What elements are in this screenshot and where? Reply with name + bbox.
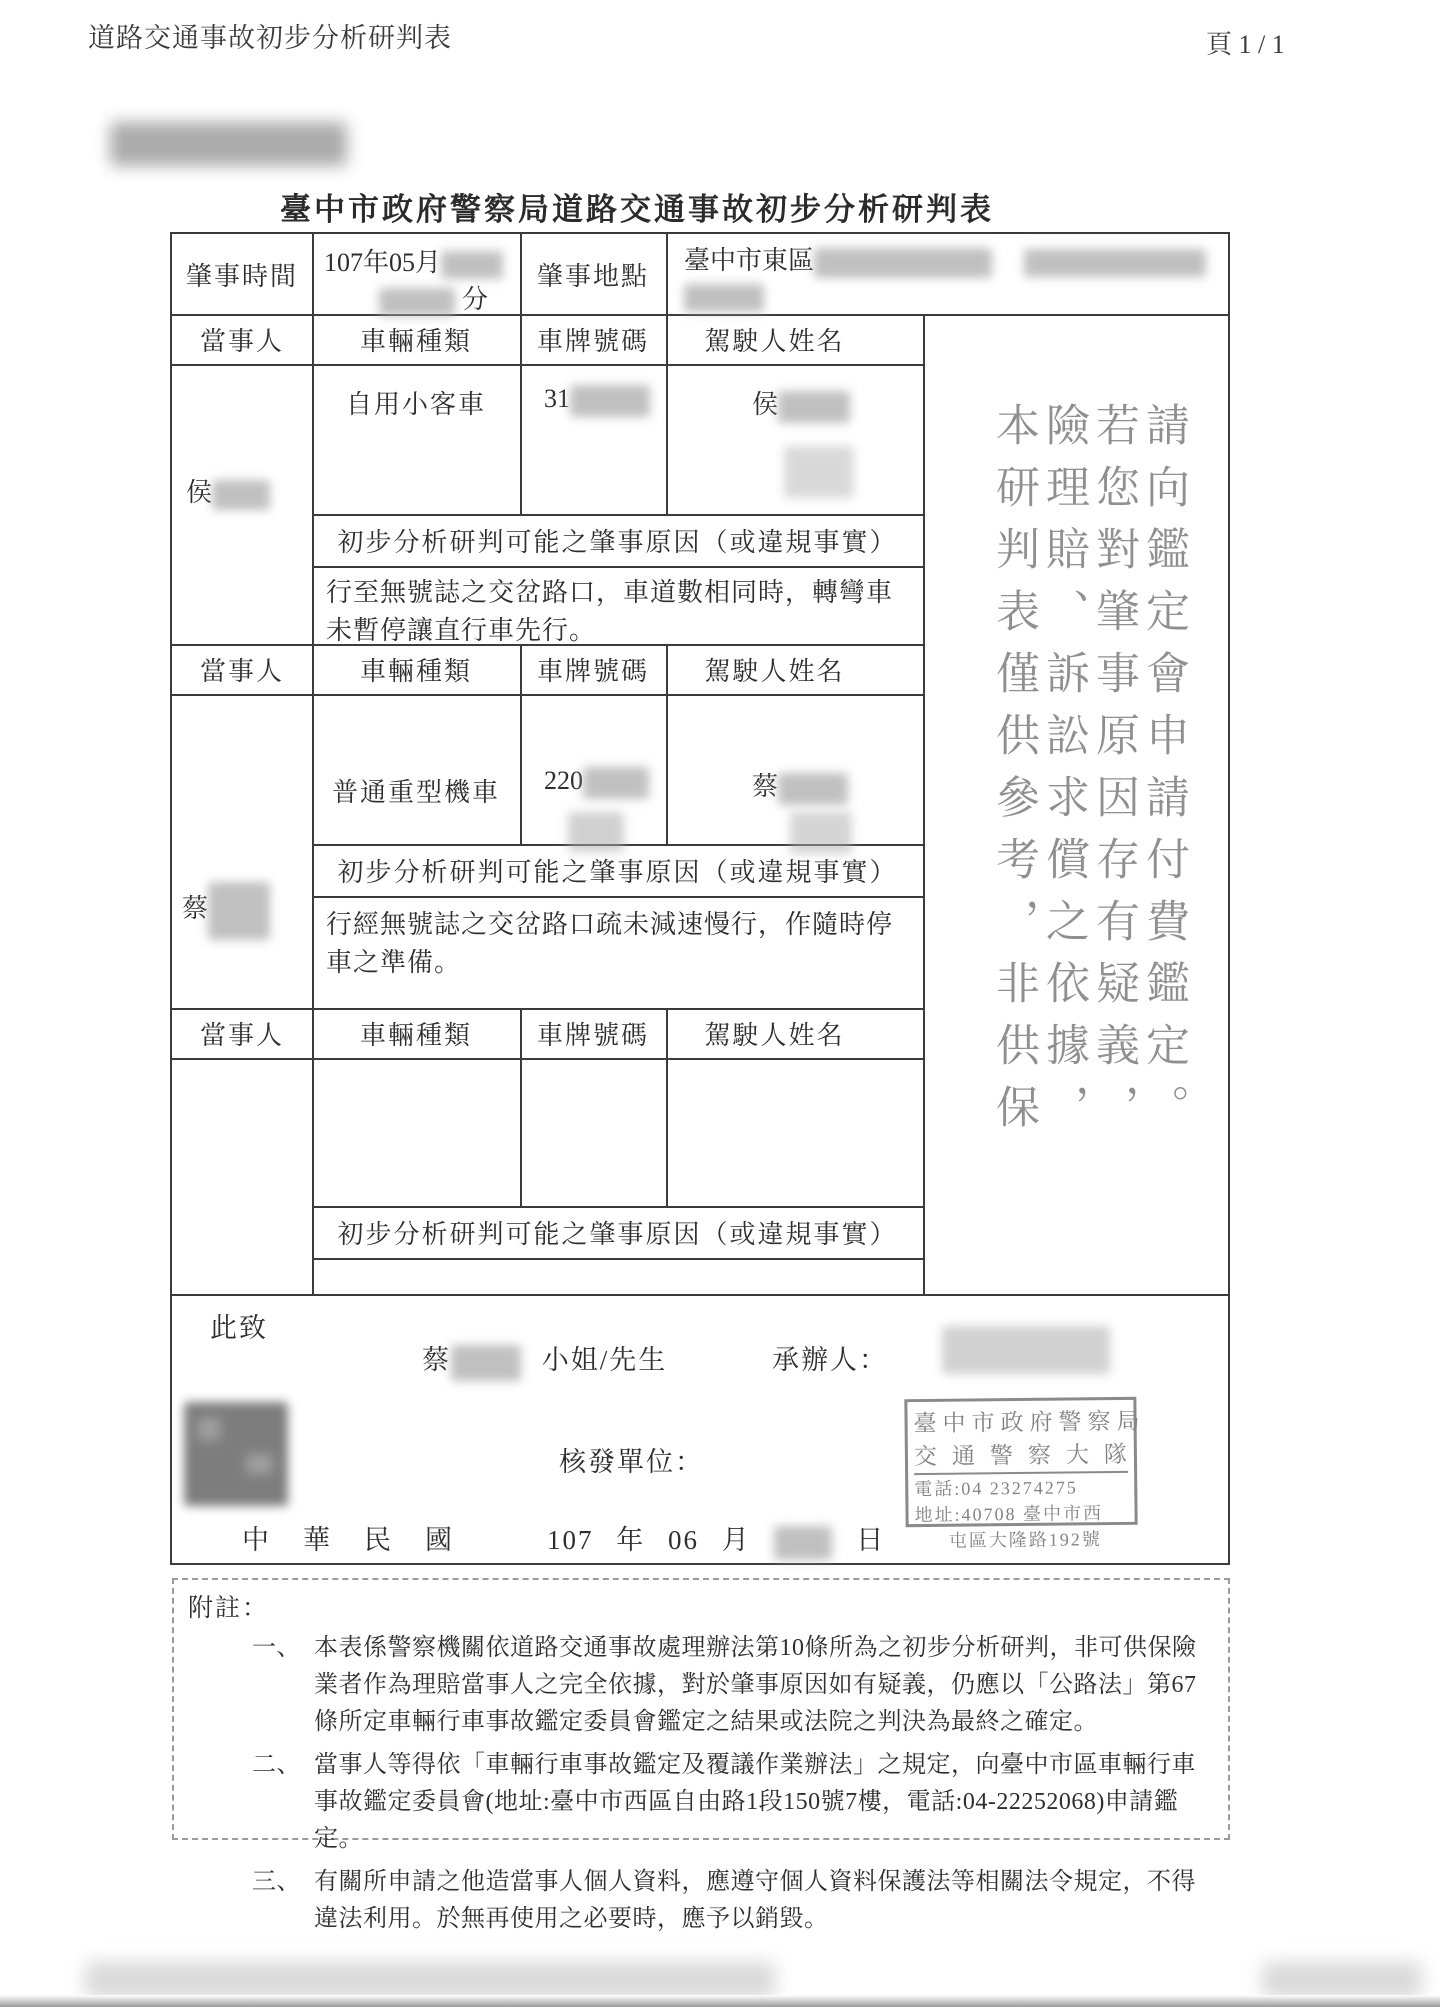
- party1-vehicle: 自用小客車: [345, 390, 486, 419]
- date-year: 107: [547, 1525, 594, 1555]
- party2-plate: [544, 766, 649, 799]
- party1-driver-text: 侯: [752, 390, 779, 419]
- plate-number-label-3: 車牌號碼: [536, 1020, 649, 1050]
- issuer-label: 核發單位：: [559, 1447, 704, 1477]
- note-item-3: [188, 1864, 1214, 1938]
- party1-plate-text: 31: [544, 384, 570, 413]
- vehicle-type-label-3: 車輛種類: [359, 1020, 472, 1050]
- advisory-column-3: 若您對肇事原因存有疑義，: [1089, 402, 1138, 1146]
- salutation: 此致: [210, 1313, 268, 1343]
- party2-plate-text: 220: [544, 766, 583, 795]
- redacted-handler-name: [942, 1326, 1110, 1374]
- party2-name-text: 蔡: [182, 893, 209, 923]
- party1-cause-text: 行至無號誌之交岔路口，車道數相同時，轉彎車未暫停讓直行車先行。: [326, 578, 894, 645]
- advisory-column-1: 本研判表僅供參考，非供保: [989, 402, 1038, 1146]
- table-line: [172, 694, 923, 696]
- recipient: [422, 1338, 667, 1381]
- redacted-party2-name: [208, 882, 270, 940]
- table-line: [666, 234, 668, 514]
- party-label-1: 當事人: [199, 326, 284, 356]
- note-number-3: 三、: [252, 1869, 301, 1895]
- redacted-party1-driver-2: [784, 446, 854, 498]
- page-number: 頁 1 / 1: [1206, 30, 1285, 59]
- note-text-1: 本表係警察機關依道路交通事故處理辦法第10條所為之初步分析研判，非可供保險業者作為理賠當事人之完全依據，對於肇事原因如有疑義，仍應以「公路法」第67條所定車輛行車事故鑑定委員會鑑定之結果或法院之判決為最終之確定。: [314, 1635, 1197, 1735]
- party1-name: [186, 472, 270, 510]
- party3-cause-header: 初步分析研判可能之肇事原因（或違規事實）: [337, 1219, 898, 1249]
- qr-spot: [246, 1454, 272, 1474]
- redacted-location-3: [684, 284, 764, 312]
- party1-cause-header: 初步分析研判可能之肇事原因（或違規事實）: [337, 527, 898, 557]
- accident-location-value: [684, 240, 1228, 312]
- party2-vehicle: 普通重型機車: [331, 778, 500, 807]
- table-line: [312, 896, 923, 898]
- note-text-2: 當事人等得依「車輛行車事故鑑定及覆議作業辦法」之規定，向臺中市區車輛行車事故鑑定委員會(地址:臺中市西區自由路1段150號7樓，電話:04-22252068)申請鑑定。: [314, 1752, 1196, 1852]
- note-item-2: [188, 1747, 1214, 1858]
- party1-name-text: 侯: [186, 478, 213, 507]
- redacted-party1-driver: [778, 391, 850, 423]
- date-day-unit: 日: [856, 1525, 886, 1555]
- accident-location-label: 肇事地點: [536, 261, 649, 291]
- qr-code-redacted: [184, 1402, 288, 1506]
- date-month-unit: 月: [721, 1525, 751, 1555]
- stamp-phone: 電話:04 23274275: [914, 1477, 1078, 1500]
- issuing-unit-stamp: [904, 1397, 1146, 1551]
- notes-label: 附註：: [188, 1595, 270, 1622]
- redacted-case-number: [110, 122, 347, 166]
- table-line: [923, 314, 925, 1294]
- advisory-column-2: 險理賠、訴訟求償之依據，: [1039, 402, 1088, 1146]
- page-header-title: 道路交通事故初步分析研判表: [88, 23, 452, 53]
- redacted-party2-driver: [778, 773, 848, 805]
- footer-redacted-text-2: [1262, 1962, 1422, 1998]
- stamp-division: 交通警察大隊: [914, 1436, 1128, 1475]
- redacted-party1-name: [212, 480, 270, 510]
- party1-driver: [752, 384, 850, 423]
- recipient-surname: 蔡: [422, 1345, 451, 1375]
- report-table: [170, 232, 1230, 1565]
- issue-date: [547, 1518, 885, 1560]
- vehicle-type-label-2: 車輛種類: [359, 656, 472, 686]
- plate-number-label-1: 車牌號碼: [536, 326, 649, 356]
- era-label: 中華民國: [242, 1525, 486, 1555]
- redacted-recipient-name: [451, 1345, 521, 1381]
- note-item-1: [188, 1630, 1214, 1741]
- table-line: [172, 1294, 1228, 1296]
- redacted-party1-plate: [570, 385, 650, 417]
- driver-name-label-2: 駕駛人姓名: [704, 656, 845, 686]
- party2-cause-text: 行經無號誌之交岔路口疏未減速慢行，作隨時停車之準備。: [326, 910, 894, 977]
- table-line: [312, 566, 923, 568]
- scan-bottom-edge: [0, 1995, 1440, 2007]
- party2-driver-text: 蔡: [752, 772, 779, 801]
- redacted-time: [441, 251, 503, 279]
- accident-time-value: [324, 242, 514, 316]
- table-line: [312, 1258, 923, 1260]
- minute-unit: 分: [461, 285, 488, 315]
- redacted-party2-plate: [583, 767, 649, 799]
- party-label-3: 當事人: [199, 1020, 284, 1050]
- qr-spot: [198, 1418, 220, 1440]
- date-month: 06: [668, 1525, 699, 1555]
- party2-name: [182, 882, 270, 940]
- accident-time-text: 107年05月: [324, 248, 442, 277]
- date-year-unit: 年: [616, 1525, 646, 1555]
- note-text-3: 有關所申請之他造當事人個人資料，應遵守個人資料保護法等相關法令規定，不得違法利用。於無再使用之必要時，應予以銷毀。: [314, 1869, 1196, 1932]
- redacted-date-day: [774, 1526, 832, 1560]
- note-number-2: 二、: [252, 1752, 301, 1778]
- party-label-2: 當事人: [199, 656, 284, 686]
- plate-number-label-2: 車牌號碼: [536, 656, 649, 686]
- recipient-honorific: 小姐/先生: [541, 1345, 668, 1375]
- table-line: [172, 364, 923, 366]
- stamp-address-1: 地址:40708 臺中市西: [914, 1503, 1104, 1526]
- accident-location-text: 臺中市東區: [684, 246, 815, 275]
- handler-label: 承辦人：: [772, 1345, 888, 1375]
- driver-name-label-3: 駕駛人姓名: [704, 1020, 845, 1050]
- vehicle-type-label-1: 車輛種類: [359, 326, 472, 356]
- party2-driver: [752, 766, 848, 805]
- stamp-bureau: 臺中市政府警察局: [913, 1408, 1146, 1437]
- redacted-time-2: [379, 288, 455, 316]
- advisory-column-4: 請向鑑定會申請付費鑑定。: [1139, 402, 1188, 1146]
- stamp-address-2: 屯區大隆路192號: [948, 1529, 1102, 1551]
- document-title: 臺中市政府警察局道路交通事故初步分析研判表: [280, 192, 994, 227]
- table-line: [172, 1058, 923, 1060]
- party1-plate: [544, 384, 650, 417]
- footer-redacted-text: [85, 1962, 775, 1998]
- notes-box: [172, 1578, 1230, 1932]
- accident-time-label: 肇事時間: [185, 261, 298, 291]
- redacted-location-2: [1024, 249, 1206, 277]
- note-number-1: 一、: [252, 1635, 301, 1661]
- party2-cause-header: 初步分析研判可能之肇事原因（或違規事實）: [337, 857, 898, 887]
- driver-name-label-1: 駕駛人姓名: [704, 326, 845, 356]
- redacted-location: [814, 248, 992, 278]
